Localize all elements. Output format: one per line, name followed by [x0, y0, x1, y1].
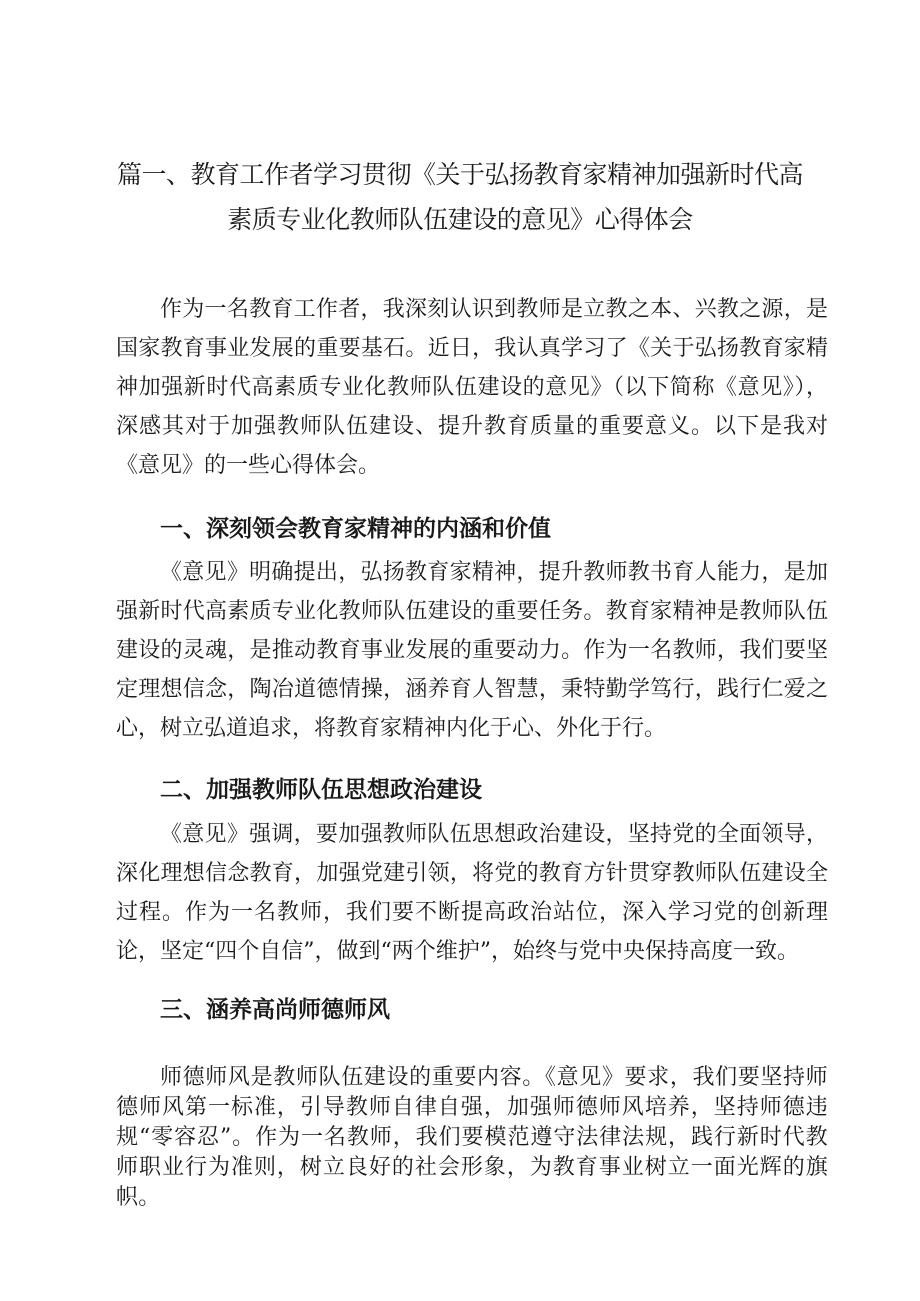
section-heading-1: 一、深刻领会教育家精神的内涵和价值: [160, 516, 551, 542]
section-body-3: 师德师风是教师队伍建设的重要内容。《意见》要求，我们要坚持师德师风第一标准，引导教师自律自强，加强师德师风培养，坚持师德违规“零容忍”。作为一名教师，我们要模范遵守法律法规，践行新时代教师职业行为准则，树立良好的社会形象，为教育事业树立一面光辉的旗帜。: [116, 1065, 828, 1210]
document-title-line-1: 篇一、教育工作者学习贯彻《关于弘扬教育家精神加强新时代高: [116, 160, 803, 189]
section-body-1: 《意见》明确提出，弘扬教育家精神，提升教师教书育人能力，是加强新时代高素质专业化教师队伍建设的重要任务。教育家精神是教师队伍建设的灵魂，是推动教育事业发展的重要动力。作为一名教师，我们要坚定理想信念，陶冶道德情操，涵养育人智慧，秉特勤学笃行，践行仁爱之心，树立弘道追求，将教育家精神内化于心、外化于行。: [116, 560, 828, 741]
section-heading-3: 三、涵养高尚师德师风: [160, 997, 390, 1023]
section-body-2: 《意见》强调，要加强教师队伍思想政治建设，坚持党的全面领导，深化理想信念教育，加强党建引领，将党的教育方针贯穿教师队伍建设全过程。作为一名教师，我们要不断提高政治站位，深入学习党的创新理论，坚定“四个自信”，做到“两个维护”，始终与党中央保持高度一致。: [116, 822, 828, 964]
document-title-line-2: 素质专业化教师队伍建设的意见》心得体会: [227, 205, 693, 234]
section-heading-2: 二、加强教师队伍思想政治建设: [160, 777, 482, 803]
intro-paragraph: 作为一名教育工作者，我深刻认识到教师是立教之本、兴教之源，是国家教育事业发展的重要基石。近日，我认真学习了《关于弘扬教育家精神加强新时代高素质专业化教师队伍建设的意见》（以下简称《意见》），深感其对于加强教师队伍建设、提升教育质量的重要意义。以下是我对《意见》的一些心得体会。: [116, 297, 828, 478]
